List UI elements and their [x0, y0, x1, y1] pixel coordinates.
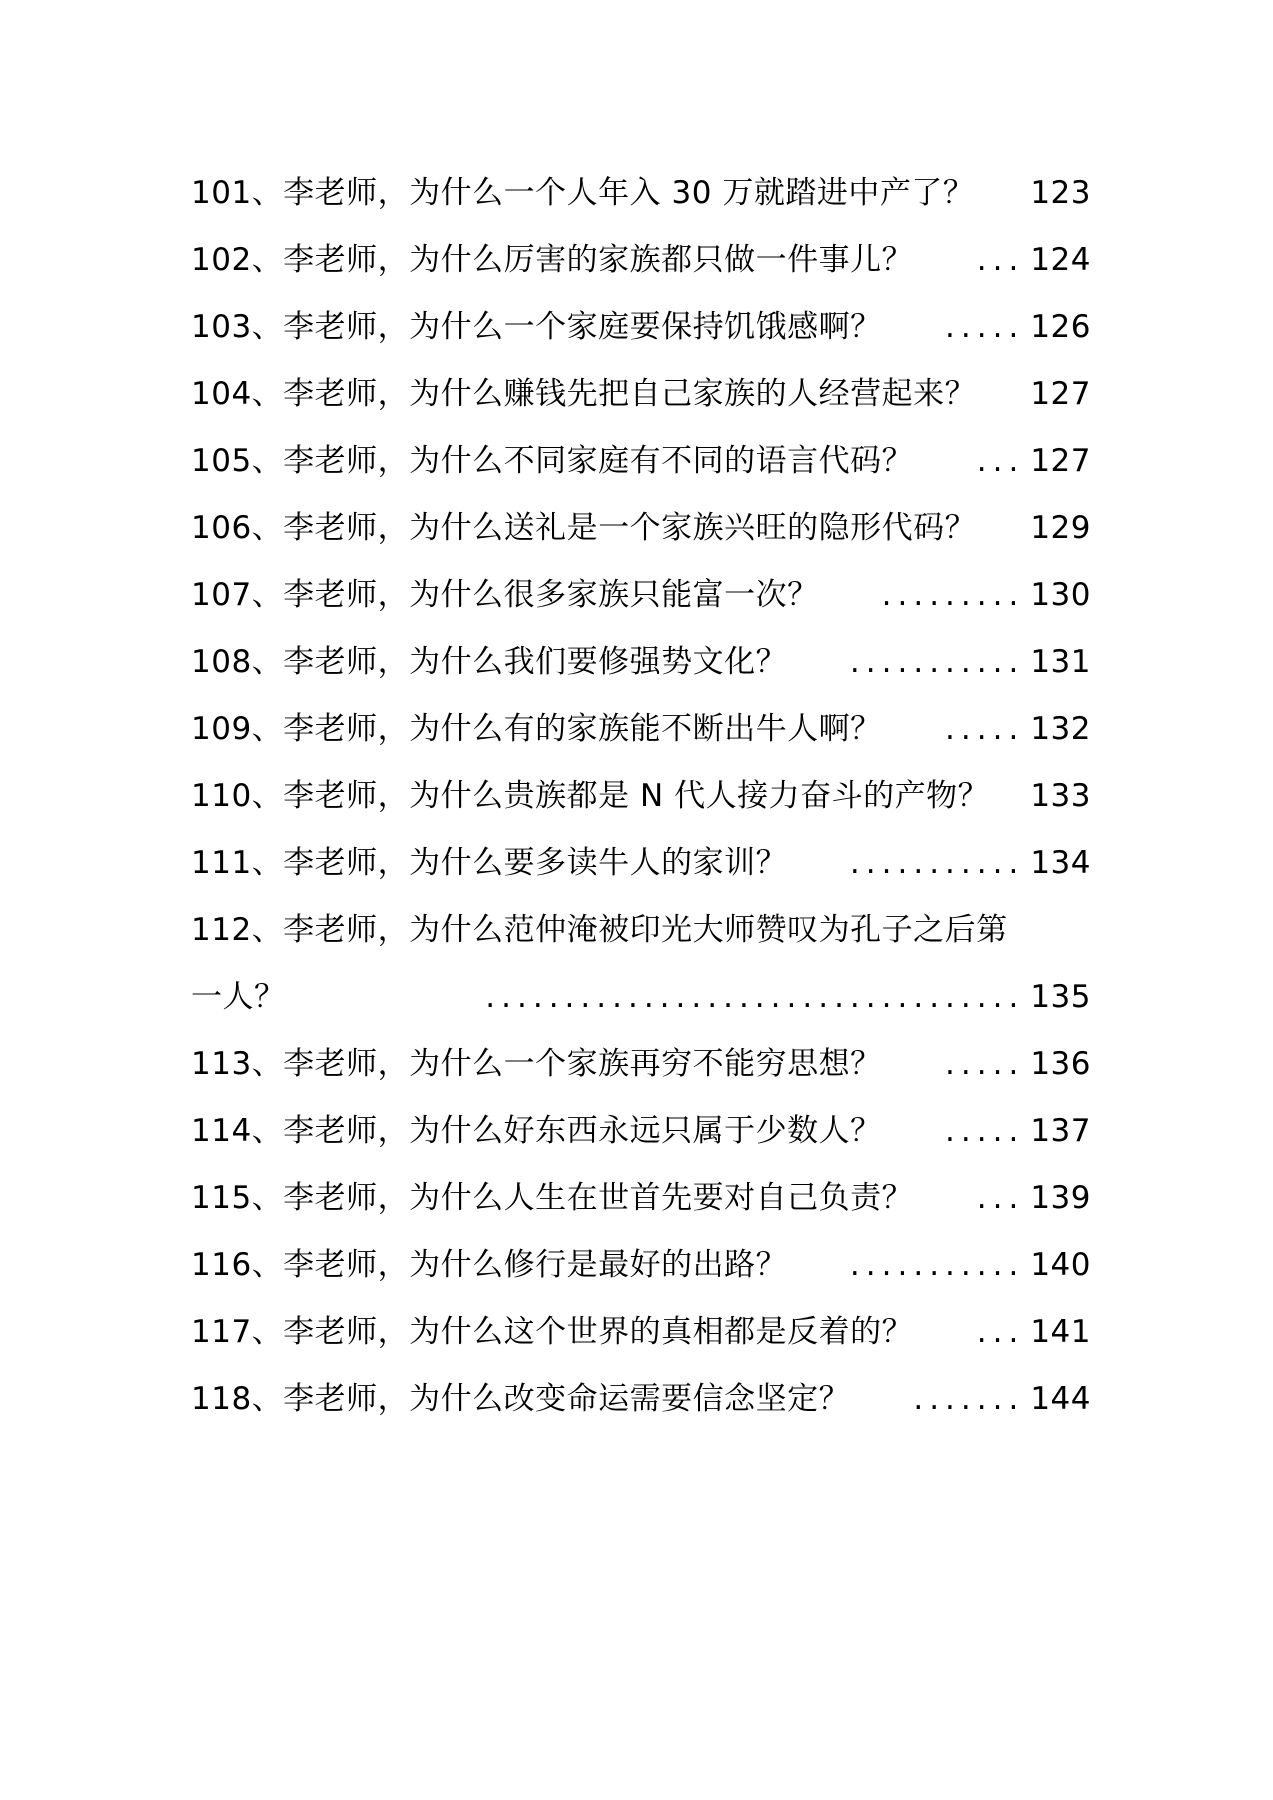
toc-number: 102、: [191, 242, 284, 278]
toc-entry-113: [191, 1031, 1091, 1098]
toc-entry-102: [191, 227, 1091, 294]
toc-number: 110、: [191, 778, 284, 814]
toc-page-number: 141: [1030, 1314, 1091, 1350]
toc-number: 118、: [191, 1381, 284, 1417]
toc-title: 李老师，为什么有的家族能不断出牛人啊？: [283, 711, 882, 747]
toc-line: [191, 696, 1091, 763]
toc-title: 李老师，为什么我们要修强势文化？: [283, 644, 788, 680]
toc-line: [191, 1232, 1091, 1299]
toc-leader-dots: .....: [945, 1046, 1025, 1082]
toc-number: 117、: [191, 1314, 284, 1350]
toc-line: [191, 361, 1091, 428]
toc-page-number: 127: [1030, 443, 1091, 479]
toc-line: [191, 1366, 1091, 1433]
toc-leader-dots: ..................................: [485, 979, 1025, 1015]
table-of-contents: [191, 160, 1091, 1433]
toc-entry-106: [191, 495, 1091, 562]
toc-line: [191, 629, 1091, 696]
toc-entry-108: [191, 629, 1091, 696]
toc-entry-110: [191, 763, 1091, 830]
toc-line: [191, 1165, 1091, 1232]
toc-entry-111: [191, 830, 1091, 897]
toc-line: [191, 294, 1091, 361]
toc-number: 115、: [191, 1180, 284, 1216]
toc-leader-dots: ...........: [849, 644, 1025, 680]
toc-page-number: 133: [1030, 778, 1091, 814]
toc-page-number: 139: [1030, 1180, 1091, 1216]
toc-page-number: 124: [1030, 242, 1091, 278]
toc-leader-dots: ...: [976, 443, 1025, 479]
toc-line: [191, 562, 1091, 629]
toc-title: 李老师，为什么改变命运需要信念坚定？: [283, 1381, 851, 1417]
toc-page-number: 135: [1030, 979, 1091, 1015]
toc-title: 李老师，为什么一个家族再穷不能穷思想？: [283, 1046, 882, 1082]
toc-leader-dots: ...........: [849, 845, 1025, 881]
toc-line: [191, 428, 1091, 495]
toc-entry-105: [191, 428, 1091, 495]
toc-leader-dots: ...: [976, 242, 1025, 278]
toc-number: 108、: [191, 644, 284, 680]
toc-line: [191, 1299, 1091, 1366]
toc-title: 李老师，为什么要多读牛人的家训？: [283, 845, 788, 881]
toc-title-continuation: 一人？: [191, 979, 286, 1015]
toc-title: 李老师，为什么修行是最好的出路？: [283, 1247, 788, 1283]
toc-number: 101、: [191, 175, 284, 211]
toc-line: [191, 1098, 1091, 1165]
toc-number: 113、: [191, 1046, 284, 1082]
toc-number: 106、: [191, 510, 284, 546]
toc-entry-107: [191, 562, 1091, 629]
toc-leader-dots: .....: [945, 711, 1025, 747]
toc-leader-dots: .......: [913, 1381, 1025, 1417]
toc-title: 李老师，为什么厉害的家族都只做一件事儿？: [283, 242, 914, 278]
toc-line: [191, 763, 1091, 830]
toc-entry-101: [191, 160, 1091, 227]
toc-page-number: 140: [1030, 1247, 1091, 1283]
toc-title: 李老师，为什么不同家庭有不同的语言代码？: [283, 443, 914, 479]
toc-leader-dots: .....: [945, 1113, 1025, 1149]
toc-number: 111、: [191, 845, 284, 881]
toc-page-number: 126: [1030, 309, 1091, 345]
toc-page-number: 137: [1030, 1113, 1091, 1149]
toc-page-number: 144: [1030, 1381, 1091, 1417]
toc-page-number: 129: [1030, 510, 1091, 546]
toc-title: 李老师，为什么这个世界的真相都是反着的？: [283, 1314, 914, 1350]
toc-page-number: 130: [1030, 577, 1091, 613]
toc-number: 112、: [191, 912, 284, 948]
toc-line-continuation: [191, 964, 1091, 1031]
toc-title: 李老师，为什么送礼是一个家族兴旺的隐形代码？: [283, 510, 977, 546]
toc-title: 李老师，为什么人生在世首先要对自己负责？: [283, 1180, 914, 1216]
toc-title: 李老师，为什么好东西永远只属于少数人？: [283, 1113, 882, 1149]
toc-number: 107、: [191, 577, 284, 613]
toc-entry-104: [191, 361, 1091, 428]
toc-leader-dots: ...: [976, 1314, 1025, 1350]
toc-line: [191, 227, 1091, 294]
toc-line: [191, 830, 1091, 897]
toc-entry-117: [191, 1299, 1091, 1366]
toc-page-number: 131: [1030, 644, 1091, 680]
toc-entry-103: [191, 294, 1091, 361]
toc-number: 114、: [191, 1113, 284, 1149]
toc-number: 103、: [191, 309, 284, 345]
toc-entry-114: [191, 1098, 1091, 1165]
toc-title: 李老师，为什么贵族都是 N 代人接力奋斗的产物？: [283, 778, 990, 814]
toc-line: [191, 495, 1091, 562]
toc-page-number: 134: [1030, 845, 1091, 881]
toc-entry-112: [191, 897, 1091, 1031]
toc-entry-118: [191, 1366, 1091, 1433]
toc-number: 109、: [191, 711, 284, 747]
toc-page-number: 132: [1030, 711, 1091, 747]
toc-number: 105、: [191, 443, 284, 479]
toc-title: 李老师，为什么很多家族只能富一次？: [283, 577, 819, 613]
toc-title: 李老师，为什么赚钱先把自己家族的人经营起来？: [283, 376, 977, 412]
toc-leader-dots: ...: [976, 1180, 1025, 1216]
toc-entry-115: [191, 1165, 1091, 1232]
toc-leader-dots: .........: [881, 577, 1025, 613]
toc-page-number: 123: [1030, 175, 1091, 211]
toc-page-number: 127: [1030, 376, 1091, 412]
toc-line: [191, 1031, 1091, 1098]
toc-entry-116: [191, 1232, 1091, 1299]
toc-title: 李老师，为什么范仲淹被印光大师赞叹为孔子之后第: [283, 912, 1008, 948]
toc-entry-109: [191, 696, 1091, 763]
toc-title: 李老师，为什么一个家庭要保持饥饿感啊？: [283, 309, 882, 345]
toc-leader-dots: .....: [945, 309, 1025, 345]
toc-line: [191, 897, 1091, 964]
toc-number: 104、: [191, 376, 284, 412]
toc-line: [191, 160, 1091, 227]
toc-number: 116、: [191, 1247, 284, 1283]
toc-leader-dots: ...........: [849, 1247, 1025, 1283]
toc-page-number: 136: [1030, 1046, 1091, 1082]
toc-title: 李老师，为什么一个人年入 30 万就踏进中产了？: [283, 175, 975, 211]
